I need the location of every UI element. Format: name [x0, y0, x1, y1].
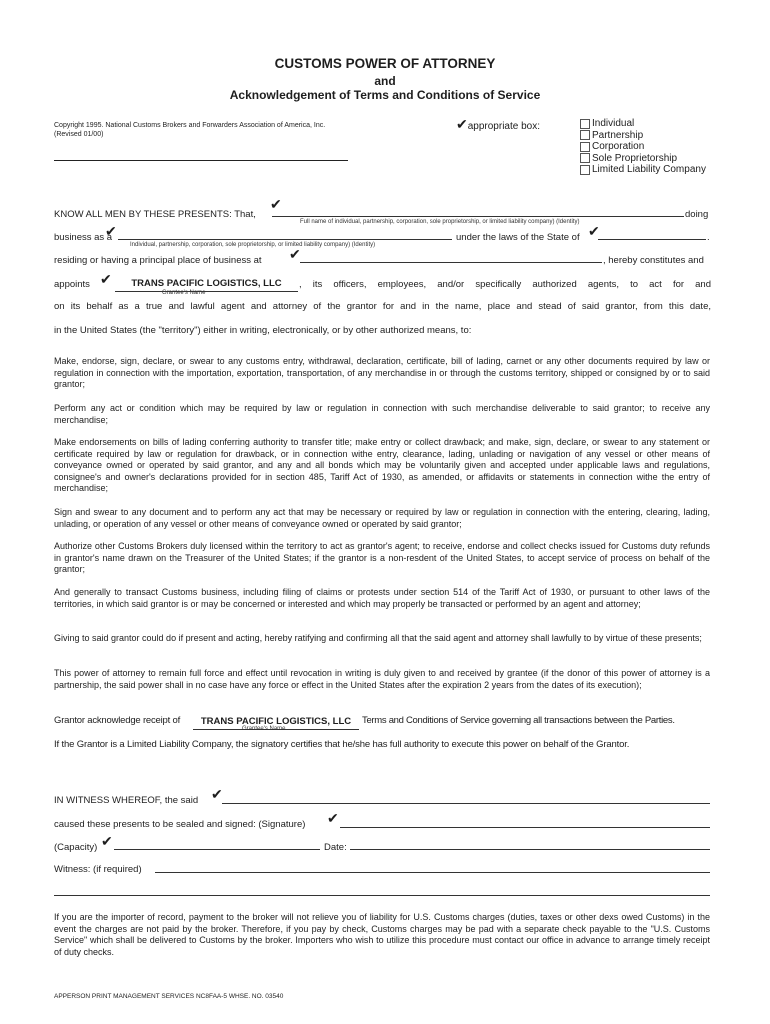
form-title: CUSTOMS POWER OF ATTORNEY: [274, 56, 496, 71]
period: .: [707, 232, 710, 243]
revised-text: (Revised 01/00): [54, 131, 104, 138]
grantee-name: TRANS PACIFIC LOGISTICS, LLC: [131, 278, 282, 289]
witness-whereof-label: IN WITNESS WHEREOF, the said: [54, 795, 199, 806]
check-mark-icon: ✔: [270, 196, 282, 212]
appropriate-box-text: appropriate box:: [467, 121, 541, 132]
paragraph-sign-swear: Sign and swear to any document and to perform any act that may be necessary or required by law or regulation in connection with the entering, clearing, lading, unlading, or operation of any vessel or other means of conveyance owned or operated by said grantor;: [54, 507, 710, 529]
checkbox-label: Corporation: [592, 141, 645, 152]
top-signature-line: [54, 160, 348, 161]
checkbox-label: Individual: [592, 118, 635, 129]
form-subtitle: Acknowledgement of Terms and Conditions of Service: [229, 88, 541, 102]
checkbox-label: Sole Proprietorship: [592, 152, 678, 164]
paragraph-full-force: This power of attorney to remain full force and effect until revocation in writing is duly given to and received by grantee (if the donor of this power of attorney is a partnership, the said power shall in no case have any force or effect in the United States after the expiration 2 years from the dates of its execution);: [54, 668, 710, 690]
check-mark-icon: ✔: [101, 833, 113, 849]
checkbox-corporation[interactable]: [580, 142, 590, 152]
copyright-text: Copyright 1995. National Customs Brokers and Forwarders Association of America, Inc.: [54, 122, 326, 129]
under-laws-label: under the laws of the State of: [456, 232, 580, 243]
footer-text: APPERSON PRINT MANAGEMENT SERVICES NC8FAA-5 WHSE. NO. 03540: [54, 993, 284, 1000]
capacity-field[interactable]: [114, 839, 320, 850]
importer-notice: If you are the importer of record, payment to the broker will not relieve you of liability for U.S. Customs charges (duties, taxes or other dexs owed Customs) in the event the charges are not paid by the broker. Therefore, if you pay by check, Customs charges may be pad with a separate check payable to the "U.S. Customs Service" which shall be delivered to Customs by the broker. Importers who wish to utilize this procedure must contact our office in advance to arrange timely receipt of duty checks.: [54, 912, 710, 958]
date-field[interactable]: [350, 839, 710, 850]
check-mark-icon: ✔: [289, 246, 301, 262]
territory-text: in the United States (the "territory") either in writing, electronically, or by other authorized means, to:: [54, 325, 472, 336]
check-mark-icon: ✔: [211, 786, 223, 802]
officers-text: , its officers, employees, and/or specifically authorized agents, to act for and: [299, 279, 711, 290]
witness-field-2[interactable]: [54, 885, 710, 896]
paragraph-endorsements: Make endorsements on bills of lading conferring authority to transfer title; make entry or collect drawback; and make, sign, declare, or swear to any statement or certificate required by law or regulation for drawback, or in connection withe entry, clearance, lading, unlading or navigation of any vessel or other means of conveyance owned or operated by said grantor, and any and all bonds which may be voluntarily given and accepted under applicable laws and regulations, consignee's and owner's declarations provided for in section 485, Tariff Act of 1930, as amended, or affidavits or statements in connection withe the entry of merchandise;: [54, 437, 710, 493]
entity-type-checkboxes: [580, 118, 706, 176]
grantor-witness-field[interactable]: [222, 793, 710, 804]
business-caption: Individual, partnership, corporation, sole proprietorship, or limited liability company) (Identity): [130, 242, 376, 248]
know-all-label: KNOW ALL MEN BY THESE PRESENTS: That,: [54, 209, 256, 220]
appropriate-box-label: [456, 117, 540, 132]
acknowledge-prefix: Grantor acknowledge receipt of: [54, 715, 181, 726]
capacity-label: (Capacity): [54, 842, 98, 853]
signature-field[interactable]: [340, 817, 710, 828]
witness-label: Witness: (if required): [54, 864, 142, 875]
paragraph-perform-act: Perform any act or condition which may be required by law or regulation in connection with such merchandise deliverable to said grantor; to receive any merchandise;: [54, 403, 710, 425]
state-field[interactable]: [598, 229, 706, 240]
checkbox-label: Limited Liability Company: [592, 164, 706, 175]
paragraph-transact-business: And generally to transact Customs business, including filing of claims or protests under section 514 of the Tariff Act of 1930, or pursuant to other laws of the territories, in which said grantor is or may be concerned or interested and which may properly be transacted or performed by an agent and attorney;: [54, 587, 710, 609]
check-mark-icon: ✔: [456, 116, 468, 132]
checkbox-label: Partnership: [592, 129, 644, 141]
acknowledge-grantee-name: TRANS PACIFIC LOGISTICS, LLC: [200, 716, 352, 727]
check-mark-icon: ✔: [105, 223, 117, 239]
form-title-and: and: [374, 74, 396, 88]
checkbox-sole-proprietorship[interactable]: [580, 153, 590, 163]
checkbox-partnership[interactable]: [580, 130, 590, 140]
check-mark-icon: ✔: [327, 810, 339, 826]
address-field[interactable]: [300, 252, 602, 263]
business-as-label: business as a: [54, 232, 113, 243]
checkbox-individual[interactable]: [580, 119, 590, 129]
checkbox-llc[interactable]: [580, 165, 590, 175]
check-mark-icon: ✔: [588, 223, 600, 239]
full-name-caption: Full name of individual, partnership, corporation, sole proprietorship, or limited liability company) (Identity): [300, 219, 580, 225]
grantee-name-field[interactable]: [115, 273, 298, 292]
constitutes-label: , hereby constitutes and: [603, 255, 704, 266]
paragraph-make-endorse: Make, endorse, sign, declare, or swear to any customs entry, withdrawal, declaration, certificate, bill of lading, carnet or any other documents required by law or regulation in connection with the importation, exportation, transportation, of any merchandise in or through the customs territory, shipped or consigned by or to said grantor;: [54, 356, 710, 389]
grantor-name-field[interactable]: [272, 206, 684, 217]
llc-certification: If the Grantor is a Limited Liability Company, the signatory certifies that he/she has full authority to execute this power on behalf of the Grantor.: [54, 739, 630, 750]
copyright-block: [54, 121, 384, 139]
appoints-label: appoints: [54, 279, 90, 290]
signature-label: caused these presents to be sealed and signed: (Signature): [54, 819, 306, 830]
on-behalf-text: on its behalf as a true and lawful agent and attorney of the grantor for and in the name, place and stead of said grantor, from this date,: [54, 301, 711, 312]
acknowledge-grantee-caption: Grantee's Name: [242, 726, 286, 732]
residing-label: residing or having a principal place of business at: [54, 255, 262, 266]
doing-label: doing: [685, 209, 709, 220]
date-label: Date:: [324, 842, 347, 853]
paragraph-ratifying: Giving to said grantor could do if present and acting, hereby ratifying and confirming all that the said agent and attorney shall lawfully to by virtue of these presents;: [54, 633, 702, 643]
witness-field[interactable]: [155, 862, 710, 873]
paragraph-authorize-brokers: Authorize other Customs Brokers duly licensed within the territory to act as grantor's agent; to receive, endorse and collect checks issued for Customs duty refunds in grantor's name drawn on the Treasurer of the United States; if the grantor is a non-resdent of the United States, to accept service of process on behalf of the grantor;: [54, 541, 710, 574]
grantee-caption: Grantee's Name: [162, 290, 206, 296]
business-type-field[interactable]: [118, 229, 452, 240]
check-mark-icon: ✔: [100, 271, 112, 287]
acknowledge-suffix: Terms and Conditions of Service governing all transactions between the Parties.: [362, 715, 675, 726]
